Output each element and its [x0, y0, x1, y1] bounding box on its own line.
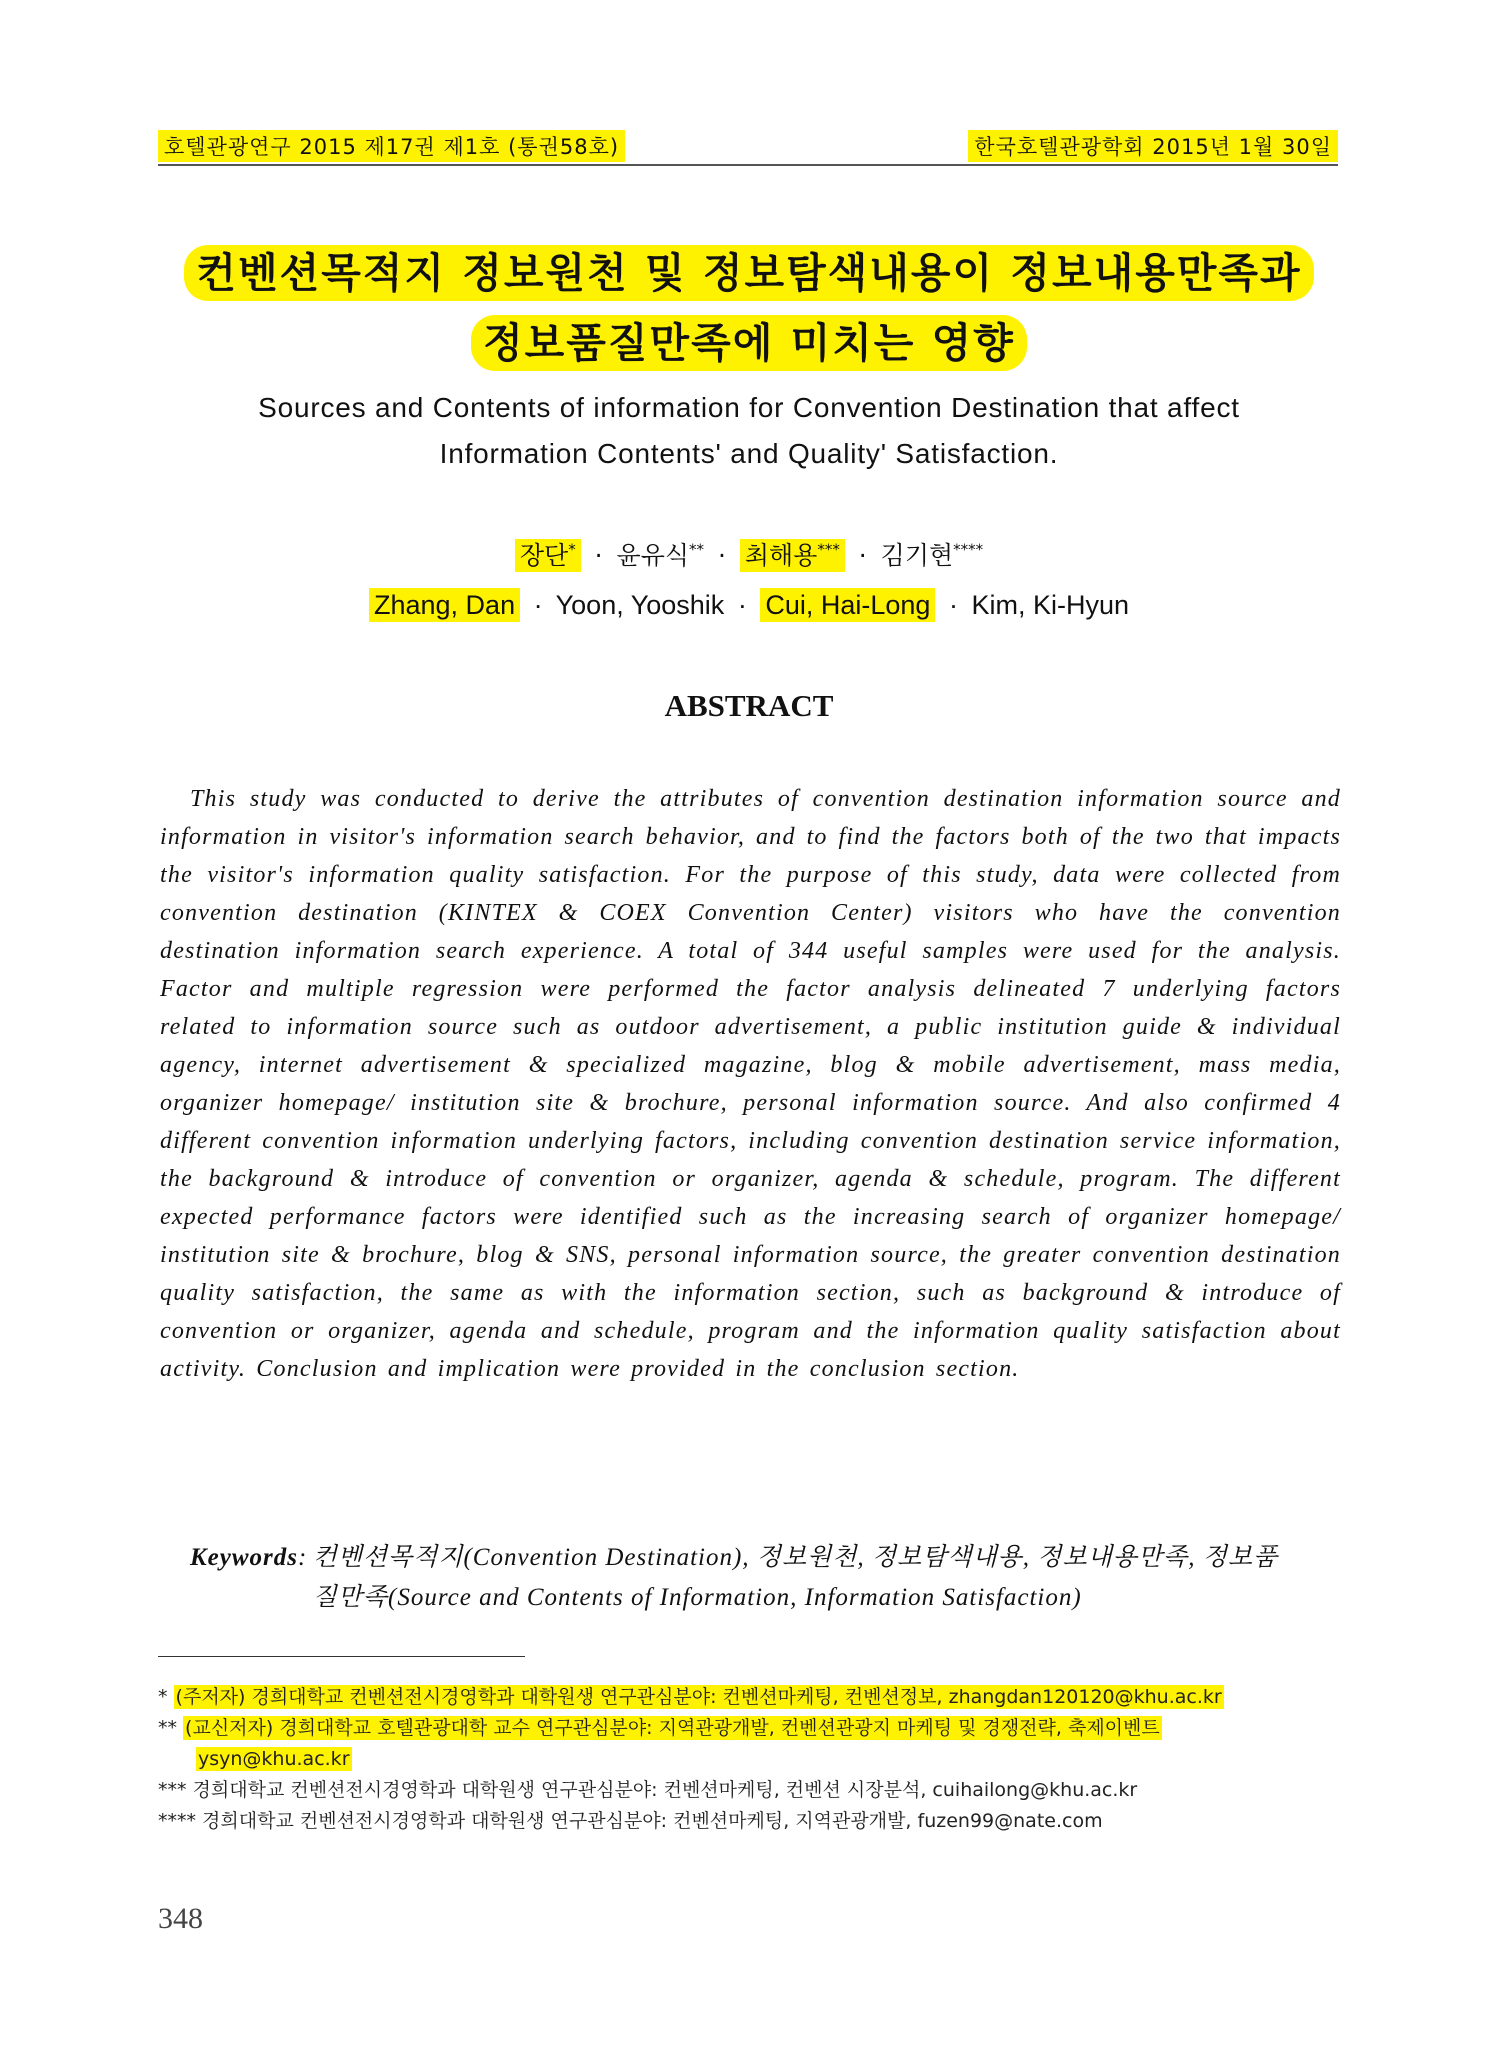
keywords-label: Keywords — [190, 1544, 298, 1571]
authors-korean — [0, 536, 1498, 572]
author-en-1: Zhang, Dan — [369, 588, 520, 622]
footnote-3-email: cuihailong@khu.ac.kr — [932, 1779, 1138, 1801]
author-separator: · — [717, 541, 726, 570]
footnote-4 — [158, 1806, 1358, 1837]
header-divider — [158, 164, 1338, 166]
author-ko-3: 최해용*** — [740, 539, 845, 572]
author-ko-1: 장단* — [515, 539, 581, 572]
korean-title — [100, 238, 1398, 378]
footnote-2-email: ysyn@khu.ac.kr — [198, 1748, 350, 1770]
korean-title-line-1: 컨벤션목적지 정보원천 및 정보탐색내용이 정보내용만족과 — [184, 245, 1313, 301]
footnote-2 — [158, 1713, 1358, 1744]
journal-header: 호텔관광연구 2015 제17권 제1호 (통권58호) — [158, 130, 625, 162]
author-separator: · — [737, 590, 747, 620]
korean-title-line-2: 정보품질만족에 미치는 영향 — [471, 315, 1027, 371]
footnote-3-text: 경희대학교 컨벤션전시경영학과 대학원생 연구관심분야: 컨벤션마케팅, 컨벤션 시장분석, — [192, 1779, 927, 1801]
footnote-2-text: (교신저자) 경희대학교 호텔관광대학 교수 연구관심분야: 지역관광개발, 컨벤션관광지 마케팅 및 경쟁전략, 축제이벤트 — [185, 1717, 1160, 1739]
footnotes — [158, 1682, 1358, 1837]
english-title-line-2: Information Contents' and Quality' Satisfaction. — [439, 438, 1059, 469]
publisher-date-header: 한국호텔관광학회 2015년 1월 30일 — [968, 130, 1338, 162]
footnote-1-email: zhangdan120120@khu.ac.kr — [948, 1686, 1222, 1708]
footnote-1 — [158, 1682, 1358, 1713]
author-separator: · — [594, 541, 603, 570]
footnote-4-text: 경희대학교 컨벤션전시경영학과 대학원생 연구관심분야: 컨벤션마케팅, 지역관광개발, — [202, 1810, 912, 1832]
author-separator: · — [948, 590, 958, 620]
footnote-3 — [158, 1775, 1358, 1806]
footnote-mark: *** — [158, 1779, 187, 1801]
author-ko-2: 윤유식** — [616, 540, 704, 570]
author-ko-4: 김기현**** — [880, 540, 984, 570]
footnote-4-email: fuzen99@nate.com — [917, 1810, 1103, 1832]
footnote-mark: **** — [158, 1810, 196, 1832]
author-en-2: Yoon, Yooshik — [555, 590, 725, 620]
footnote-mark: * — [158, 1686, 168, 1708]
abstract-body: This study was conducted to derive the attributes of convention destination information source and information in visitor's information search behavior, and to find the factors both of the two that impacts the visitor's information quality satisfaction. For the purpose of this study, data were collected from convention destination (KINTEX & COEX Convention Center) visitors who have the convention destination information search experience. A total of 344 useful samples were used for the analysis. Factor and multiple regression were performed the factor analysis delineated 7 underlying factors related to information source such as outdoor advertisement, a public institution guide & individual agency, internet advertisement & specialized magazine, blog & mobile advertisement, mass media, organizer homepage/ institution site & brochure, personal information source. And also confirmed 4 different convention information underlying factors, including convention destination service information, the background & introduce of convention or organizer, agenda & schedule, program. The different expected performance factors were identified such as the increasing search of organizer homepage/ institution site & brochure, blog & SNS, personal information source, the greater convention destination quality satisfaction, the same as with the information section, such as background & introduce of convention or organizer, agenda and schedule, program and the information quality satisfaction about activity. Conclusion and implication were provided in the conclusion section. — [160, 786, 1341, 1382]
author-en-4: Kim, Ki-Hyun — [971, 590, 1129, 620]
footnote-1-text: (주저자) 경희대학교 컨벤션전시경영학과 대학원생 연구관심분야: 컨벤션마케팅, 컨벤션정보, zhangdan120120@khu.ac.kr — [175, 1686, 1222, 1708]
english-title-line-1: Sources and Contents of information for Convention Destination that affect — [258, 392, 1240, 423]
english-title — [120, 385, 1378, 477]
author-separator: · — [533, 590, 543, 620]
abstract-heading: ABSTRACT — [664, 688, 834, 723]
keywords — [190, 1538, 1345, 1618]
page-number: 348 — [158, 1902, 203, 1935]
author-separator: · — [858, 541, 867, 570]
footnote-mark: ** — [158, 1717, 177, 1739]
footnote-2-continuation — [158, 1744, 1358, 1775]
author-en-3: Cui, Hai-Long — [760, 588, 935, 622]
keywords-text: 컨벤션목적지(Convention Destination), 정보원천, 정보탐색내용, 정보내용만족, 정보품질만족(Source and Contents of Information, Information Satisfaction) — [312, 1544, 1279, 1611]
footnote-divider — [158, 1656, 525, 1657]
authors-english — [0, 590, 1498, 621]
keywords-colon: : — [298, 1544, 307, 1571]
